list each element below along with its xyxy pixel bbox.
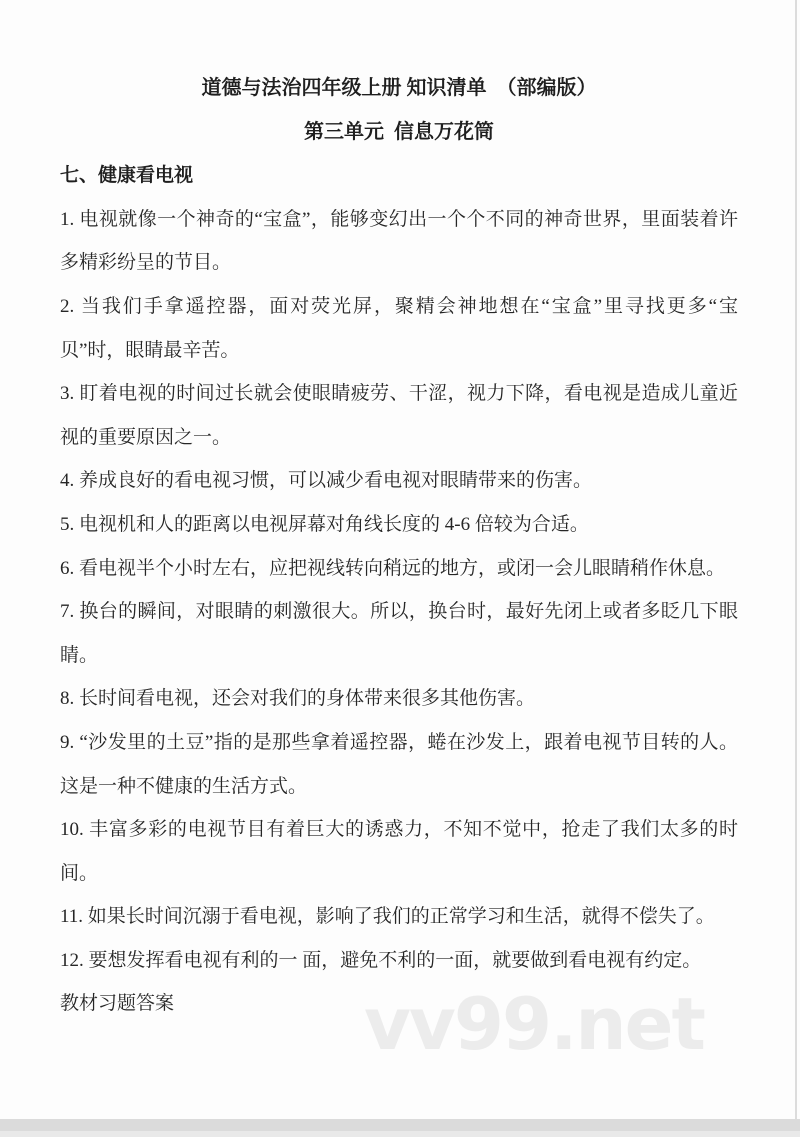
- site-watermark: vv99.net: [364, 982, 704, 1066]
- knowledge-point-6: 6. 看电视半个小时左右，应把视线转向稍远的地方，或闭一会儿眼睛稍作休息。: [60, 557, 726, 579]
- knowledge-point-11: 11. 如果长时间沉溺于看电视，影响了我们的正常学习和生活，就得不偿失了。: [60, 906, 715, 928]
- section-heading: 七、健康看电视: [60, 165, 194, 187]
- answers-section-heading: 教材习题答案: [60, 993, 175, 1015]
- page-content: [60, 0, 738, 1026]
- viewer-bottom-bar: [0, 1119, 800, 1131]
- knowledge-point-1: 1. 电视就像一个神奇的“宝盒”，能够变幻出一个个不同的神奇世界，里面装着许多精彩纷呈的节目。: [60, 208, 738, 274]
- knowledge-point-9: 9. “沙发里的土豆”指的是那些拿着遥控器，蜷在沙发上，跟着电视节目转的人。这是一种不健康的生活方式。: [60, 731, 738, 797]
- knowledge-point-12: 12. 要想发挥看电视有利的一 面，避免不利的一面，就要做到看电视有约定。: [60, 949, 702, 971]
- knowledge-point-2: 2. 当我们手拿遥控器，面对荧光屏，聚精会神地想在“宝盒”里寻找更多“宝贝”时，眼睛最辛苦。: [60, 295, 738, 361]
- page-edge-line: [795, 0, 797, 1119]
- knowledge-point-10: 10. 丰富多彩的电视节目有着巨大的诱惑力，不知不觉中，抢走了我们太多的时间。: [60, 819, 738, 884]
- unit-title: 第三单元 信息万花筒: [304, 120, 494, 143]
- document-title: 道德与法治四年级上册 知识清单 （部编版）: [201, 77, 597, 99]
- knowledge-point-4: 4. 养成良好的看电视习惯，可以减少看电视对眼睛带来的伤害。: [60, 470, 593, 492]
- viewer-bottom-bar-lower: [0, 1131, 800, 1137]
- knowledge-point-3: 3. 盯着电视的时间过长就会使眼睛疲劳、干涩，视力下降，看电视是造成儿童近视的重要原因之一。: [60, 383, 738, 448]
- knowledge-point-5: 5. 电视机和人的距离以电视屏幕对角线长度的 4-6 倍较为合适。: [60, 513, 589, 535]
- knowledge-point-7: 7. 换台的瞬间，对眼睛的刺激很大。所以，换台时，最好先闭上或者多眨几下眼睛。: [60, 601, 738, 666]
- knowledge-point-8: 8. 长时间看电视，还会对我们的身体带来很多其他伤害。: [60, 688, 536, 710]
